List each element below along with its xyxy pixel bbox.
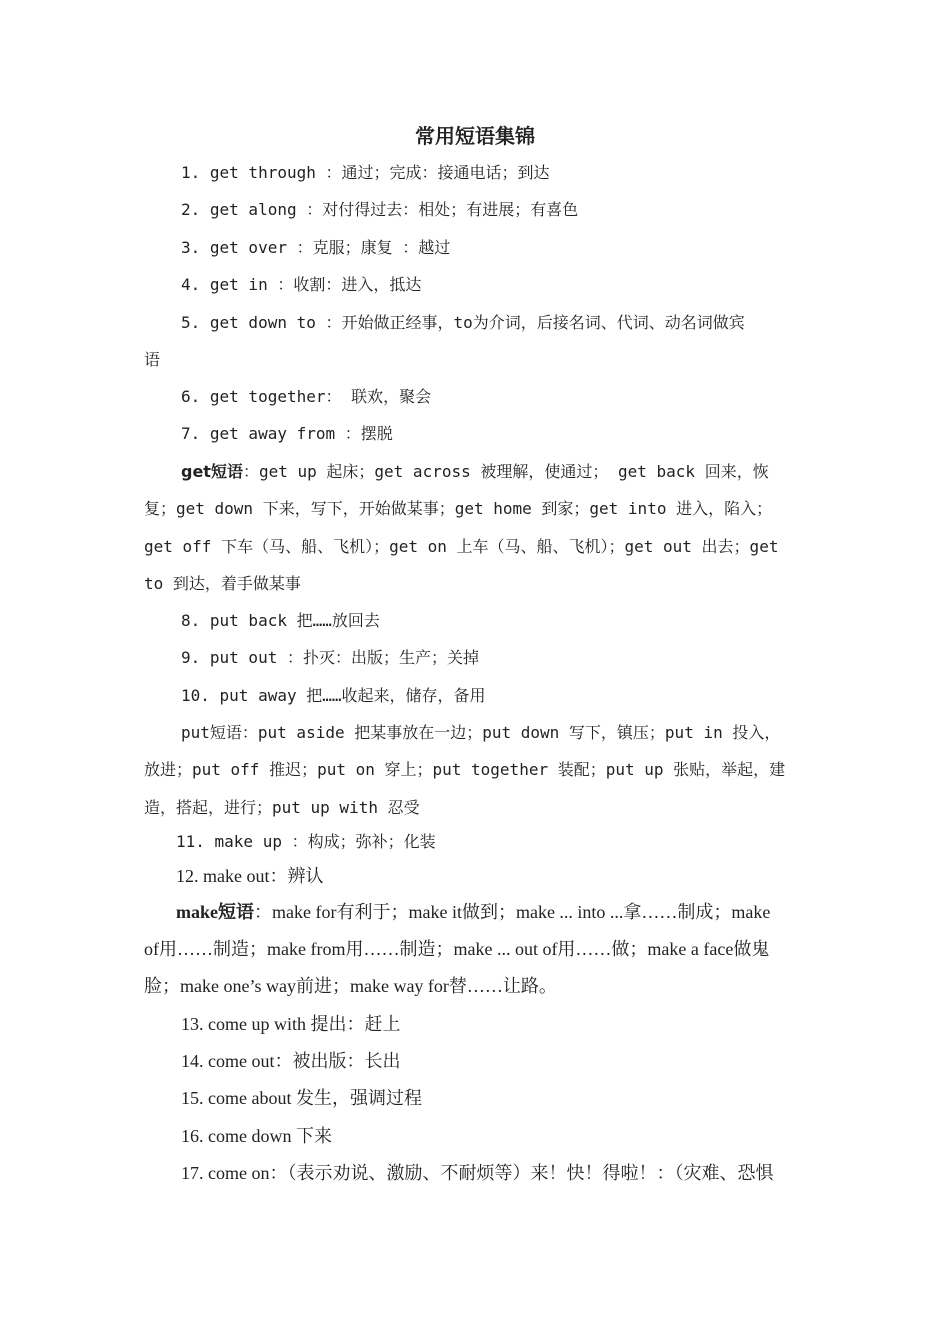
put-phrases-line: put短语：put aside 把某事放在一边；put down 写下，镇压；put in 投入， [181,723,781,742]
list-item: 12. make out：辨认 [176,866,324,886]
list-item: 17. come on：（表示劝说、激励、不耐烦等）来！快！得啦！：（灾难、恐惧 [181,1163,774,1183]
list-item: 8. put back 把……放回去 [181,611,380,630]
put-phrases-line: 放进；put off 推迟；put on 穿上；put together 装配；put up 张贴，举起，建 [144,760,786,779]
make-phrases-line: make短语：make for有利于；make it做到；make ... into ...拿……制成；make [176,902,771,922]
list-item-continuation: 语 [144,350,161,369]
get-phrases-line: to 到达，着手做某事 [144,574,301,593]
make-phrases-line: of用……制造；make from用……制造；make ... out of用……做；make a face做鬼 [144,939,770,959]
get-phrases-line: get短语：get up 起床；get across 被理解，使通过； get back 回来，恢 [181,462,769,481]
list-item: 15. come about 发生，强调过程 [181,1088,422,1108]
list-item: 2. get along ：对付得过去：相处；有进展；有喜色 [181,200,579,219]
get-phrases-line: get off 下车（马、船、飞机）；get on 上车（马、船、飞机）；get out 出去；get [144,537,779,556]
list-item: 3. get over ：克服；康复 ：越过 [181,238,451,257]
get-phrases-line: 复；get down 下来，写下，开始做某事；get home 到家；get into 进入，陷入； [144,499,773,518]
list-item: 9. put out ：扑灭：出版；生产；关掉 [181,648,479,667]
get-phrases-label: get短语 [181,462,243,481]
list-item: 1. get through ：通过；完成：接通电话；到达 [181,163,550,182]
list-item: 16. come down 下来 [181,1126,332,1146]
page-title: 常用短语集锦 [415,124,535,148]
list-item: 11. make up ：构成；弥补；化装 [176,832,436,851]
list-item: 5. get down to ：开始做正经事，to为介词，后接名词、代词、动名词做宾 [181,313,745,332]
make-phrases-label: make短语 [176,902,254,922]
list-item: 6. get together： 联欢，聚会 [181,387,432,406]
list-item: 4. get in ：收割：进入，抵达 [181,275,422,294]
put-phrases-line: 造，搭起，进行；put up with 忍受 [144,798,420,817]
list-item: 7. get away from ：摆脱 [181,424,393,443]
make-phrases-line: 脸；make one’s way前进；make way for替……让路。 [144,976,557,996]
list-item: 14. come out：被出版：长出 [181,1051,401,1071]
list-item: 10. put away 把……收起来，储存，备用 [181,686,486,705]
list-item: 13. come up with 提出：赶上 [181,1014,401,1034]
